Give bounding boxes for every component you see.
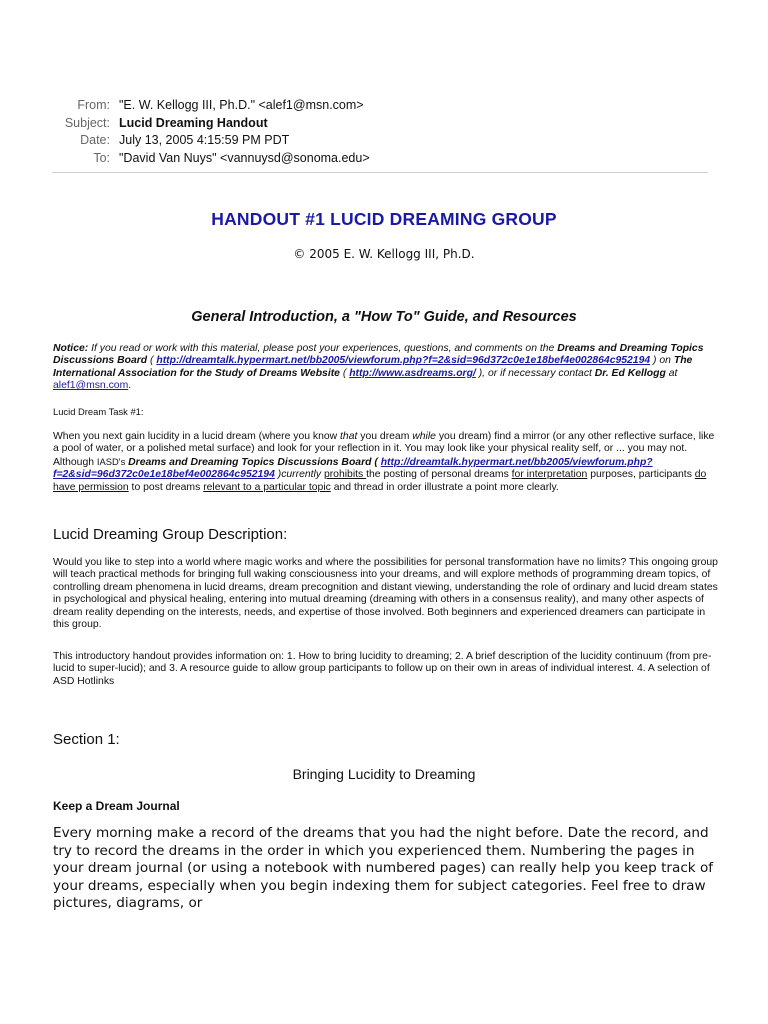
task-board-link[interactable]: http://dreamtalk.hypermart.net/bb2005/viewforum.php?f=2&sid=96d372c0e1e18bef4e002864c952194 bbox=[53, 456, 653, 481]
date-row bbox=[54, 132, 370, 150]
email-header bbox=[54, 97, 370, 167]
task-text-2: you dream bbox=[357, 431, 413, 442]
to-value: "David Van Nuys" <vannuysd@sonoma.edu> bbox=[119, 150, 370, 165]
notice-end: . bbox=[128, 380, 132, 392]
task-heading: Lucid Dream Task #1: bbox=[53, 406, 144, 417]
discussion-board-link[interactable]: http://dreamtalk.hypermart.net/bb2005/viewforum.php?f=2&sid=96d372c0e1e18bef4e002864c952194 bbox=[156, 355, 651, 367]
document-subtitle: General Introduction, a "How To" Guide, and Resources bbox=[191, 309, 577, 325]
group-description-heading: Lucid Dreaming Group Description: bbox=[53, 526, 288, 543]
date-label: Date: bbox=[80, 133, 110, 147]
iasd-name: The International Association for the Study of Dreams Website bbox=[53, 355, 693, 379]
board-name: Dreams and Dreaming Topics Discussions Board bbox=[53, 343, 704, 367]
task-while: while bbox=[412, 431, 436, 442]
group-paragraph-2: This introductory handout provides information on: 1. How to bring lucidity to dreaming; 2. A brief description of the lucidity continuum (from pre-lucid to super-lucid); and 3. A resource guide to allow group participants to follow up on their own in areas of individual interest. 4. A selection of ASD Hotlinks bbox=[53, 651, 712, 687]
for-interpretation-text: for interpretation bbox=[511, 469, 588, 481]
notice-text-3: ), or if necessary contact bbox=[475, 367, 595, 379]
do-have-permission-text: do have permission bbox=[53, 469, 707, 493]
relevant-topic-text: relevant to a particular topic bbox=[203, 481, 331, 493]
notice-text-1: If you read or work with this material, please post your experiences, questions, and comments on the bbox=[88, 343, 558, 354]
task-text-3: you dream) find a mirror (or any other reflective surface, like a pool of water, or a polished metal surface) and look for your reflection in it. You may look like your physical reality self, or ... you may not. Although bbox=[53, 431, 715, 468]
date-value: July 13, 2005 4:15:59 PM PDT bbox=[119, 133, 290, 147]
prohibits-text: prohibits bbox=[323, 469, 367, 481]
notice-paren: ( bbox=[147, 355, 157, 367]
task-board: Dreams and Dreaming Topics Discussions Board ( bbox=[125, 456, 381, 468]
from-row bbox=[54, 97, 370, 115]
from-value: "E. W. Kellogg III, Ph.D." <alef1@msn.com> bbox=[119, 98, 364, 112]
to-label: To: bbox=[93, 150, 110, 165]
subject-row bbox=[54, 115, 370, 133]
copyright-line: © 2005 E. W. Kellogg III, Ph.D. bbox=[293, 247, 475, 261]
task-text-5: the posting of personal dreams bbox=[366, 469, 512, 481]
from-label: From: bbox=[77, 98, 110, 112]
notice-text-4: at bbox=[665, 367, 678, 379]
task-text-4: )currently bbox=[274, 469, 324, 481]
contact-name: Dr. Ed Kellogg bbox=[594, 367, 666, 379]
asdreams-link[interactable]: http://www.asdreams.org/ bbox=[349, 367, 476, 379]
header-divider bbox=[52, 172, 708, 173]
task-paragraph bbox=[53, 431, 718, 494]
task-text-1: When you next gain lucidity in a lucid dream (where you know bbox=[53, 431, 341, 442]
group-paragraph-1: Would you like to step into a world where magic works and where the possibilities for personal transformation have no limits? This ongoing group will teach practical methods for bringing full waking consciousness into your dreams, and will explore methods of programming dream topics, of controlling dream phenomena in lucid dreams, dream precognition and distant viewing, understanding the role of ordinary and lucid dream states in psychological and physical healing, entering into mutual dreaming (dreaming with others in a consensus reality), and many other aspects of dream reality depending on the interests, needs, and expertise of those involved. Both beginners and experienced dreamers can participate in this group. bbox=[53, 557, 718, 631]
journal-heading: Keep a Dream Journal bbox=[53, 799, 180, 813]
to-row bbox=[54, 150, 370, 168]
email-link[interactable]: alef1@msn.com bbox=[53, 380, 129, 392]
subject-label: Subject: bbox=[64, 115, 110, 130]
task-that: that bbox=[340, 431, 358, 442]
notice-label: Notice: bbox=[53, 343, 89, 354]
task-text-7: to post dreams bbox=[128, 481, 204, 493]
task-text-8: and thread in order illustrate a point more clearly. bbox=[330, 481, 559, 493]
section-1-subheading: Bringing Lucidity to Dreaming bbox=[292, 766, 476, 782]
journal-paragraph: Every morning make a record of the dreams that you had the night before. Date the record, and try to record the dreams in the order in which you experienced them. Numbering the pages in your dream journal (or using a notebook with numbered pages) can really help you keep track of your dreams, especially when you begin indexing them for subject categories. Feel free to draw pictures, diagrams, or bbox=[53, 825, 714, 912]
iasd-small: IASD's bbox=[96, 455, 126, 467]
notice-text-2: ) on bbox=[650, 355, 674, 367]
section-1-heading: Section 1: bbox=[53, 731, 120, 748]
task-text-6: purposes, participants bbox=[587, 469, 695, 481]
notice-paragraph: Notice: If you read or work with this material, please post your experiences, questions, and comments on the Dreams and Dreaming Topics Discussions Board ( http://dreamtalk.hypermart.net/bb2005/viewforum.php?f=2&sid=96d372c0e1e18bef4e002864c952194 ) on The International Association for the Study of Dreams Website ( http://www.asdreams.org/ ), or if necessary contact Dr. Ed Kellogg at alef1@msn.com. bbox=[53, 343, 704, 392]
subject-value: Lucid Dreaming Handout bbox=[119, 115, 268, 130]
document-title: HANDOUT #1 LUCID DREAMING GROUP bbox=[211, 209, 557, 229]
